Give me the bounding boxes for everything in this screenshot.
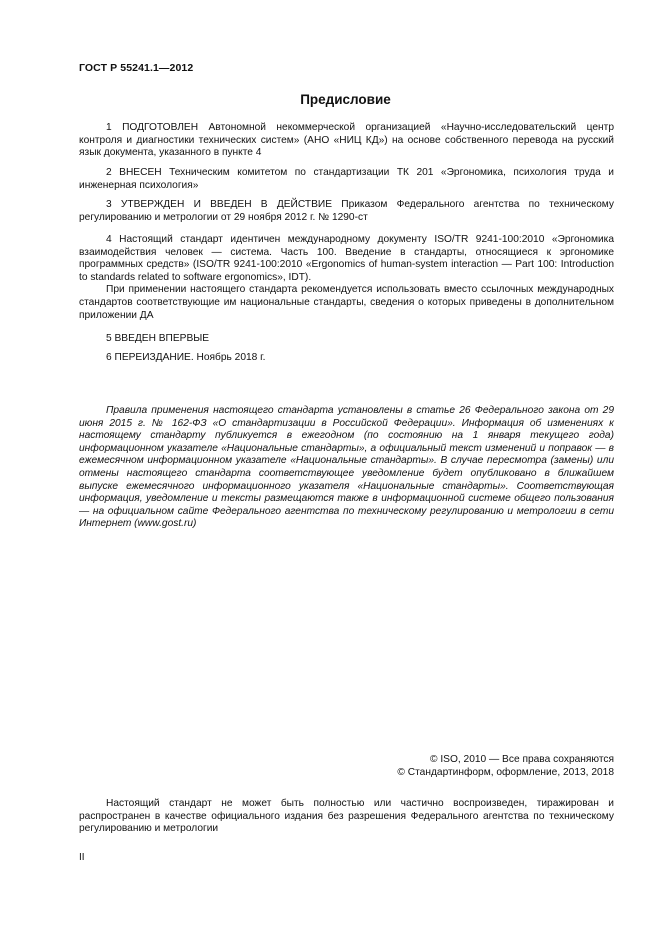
copyright-block — [214, 754, 614, 780]
foreword-item-5 — [79, 333, 614, 346]
foreword-item-1 — [79, 122, 614, 160]
foreword-item-4 — [79, 234, 614, 322]
foreword-item-text: 1 ПОДГОТОВЛЕН Автономной некоммерческой организацией «Научно-исследовательский центр контроля и диагностики технических систем» (АНО «НИЦ КД») на основе собственного перевода на русский язык документа, указанного в пункте 4 — [79, 122, 614, 159]
copyright-standartinform: © Стандартинформ, оформление, 2013, 2018 — [397, 766, 614, 778]
foreword-item-text: 5 ВВЕДЕН ВПЕРВЫЕ — [106, 333, 210, 344]
foreword-item-text-continued: При применении настоящего стандарта рекомендуется использовать вместо ссылочных международных стандартов соответствующие им национальные стандарты, сведения о которых приведены в дополнительном приложении ДА — [79, 284, 614, 321]
foreword-item-text: 6 ПЕРЕИЗДАНИЕ. Ноябрь 2018 г. — [106, 352, 266, 363]
copyright-iso: © ISO, 2010 — Все права сохраняются — [430, 754, 614, 765]
reproduction-notice-text: Настоящий стандарт не может быть полностью или частично воспроизведен, тиражирован и распространен в качестве официального издания без разрешения Федерального агентства по техническому регулированию и метрологии — [79, 798, 614, 835]
page-number: II — [79, 852, 85, 863]
foreword-item-2 — [79, 167, 614, 192]
standard-application-notice — [79, 405, 614, 531]
foreword-item-text: 3 УТВЕРЖДЕН И ВВЕДЕН В ДЕЙСТВИЕ Приказом Федерального агентства по техническому регулированию и метрологии от 29 ноября 2012 г. № 1290-ст — [79, 199, 614, 223]
standard-code: ГОСТ Р 55241.1—2012 — [79, 62, 194, 74]
notice-text: Правила применения настоящего стандарта установлены в статье 26 Федерального закона от 29 июня 2015 г. № 162-ФЗ «О стандартизации в Российской Федерации». Информация об изменениях к настоящему стандарту публикуется в ежегодном (по состоянию на 1 января текущего года) информационном указателе «Национальные стандарты», а официальный текст изменений и поправок — в ежемесячном информационном указателе «Национальные стандарты». В случае пересмотра (замены) или отмены настоящего стандарта соответствующее уведомление будет опубликовано в ближайшем выпуске ежемесячного информационного указателя «Национальные стандарты». Соответствующая информация, уведомление и тексты размещаются также в информационной системе общего пользования — на официальном сайте Федерального агентства по техническому регулированию и метрологии в сети Интернет (www.gost.ru) — [79, 405, 614, 530]
foreword-item-3 — [79, 199, 614, 224]
foreword-item-text: 2 ВНЕСЕН Техническим комитетом по стандартизации ТК 201 «Эргономика, психология труда и инженерная психология» — [79, 167, 614, 191]
reproduction-notice — [79, 798, 614, 836]
foreword-item-6 — [79, 352, 614, 365]
page-title: Предисловие — [300, 92, 391, 107]
foreword-item-text: 4 Настоящий стандарт идентичен международному документу ISO/TR 9241-100:2010 «Эргономика взаимодействия человек — система. Часть 100. Введение в стандарты, относящиеся к эргономике программных средств» (ISO/TR 9241-100:2010 «Ergonomics of human-system interaction — Part 100: Introduction to standards related to software ergonomics», IDT). — [79, 234, 614, 283]
